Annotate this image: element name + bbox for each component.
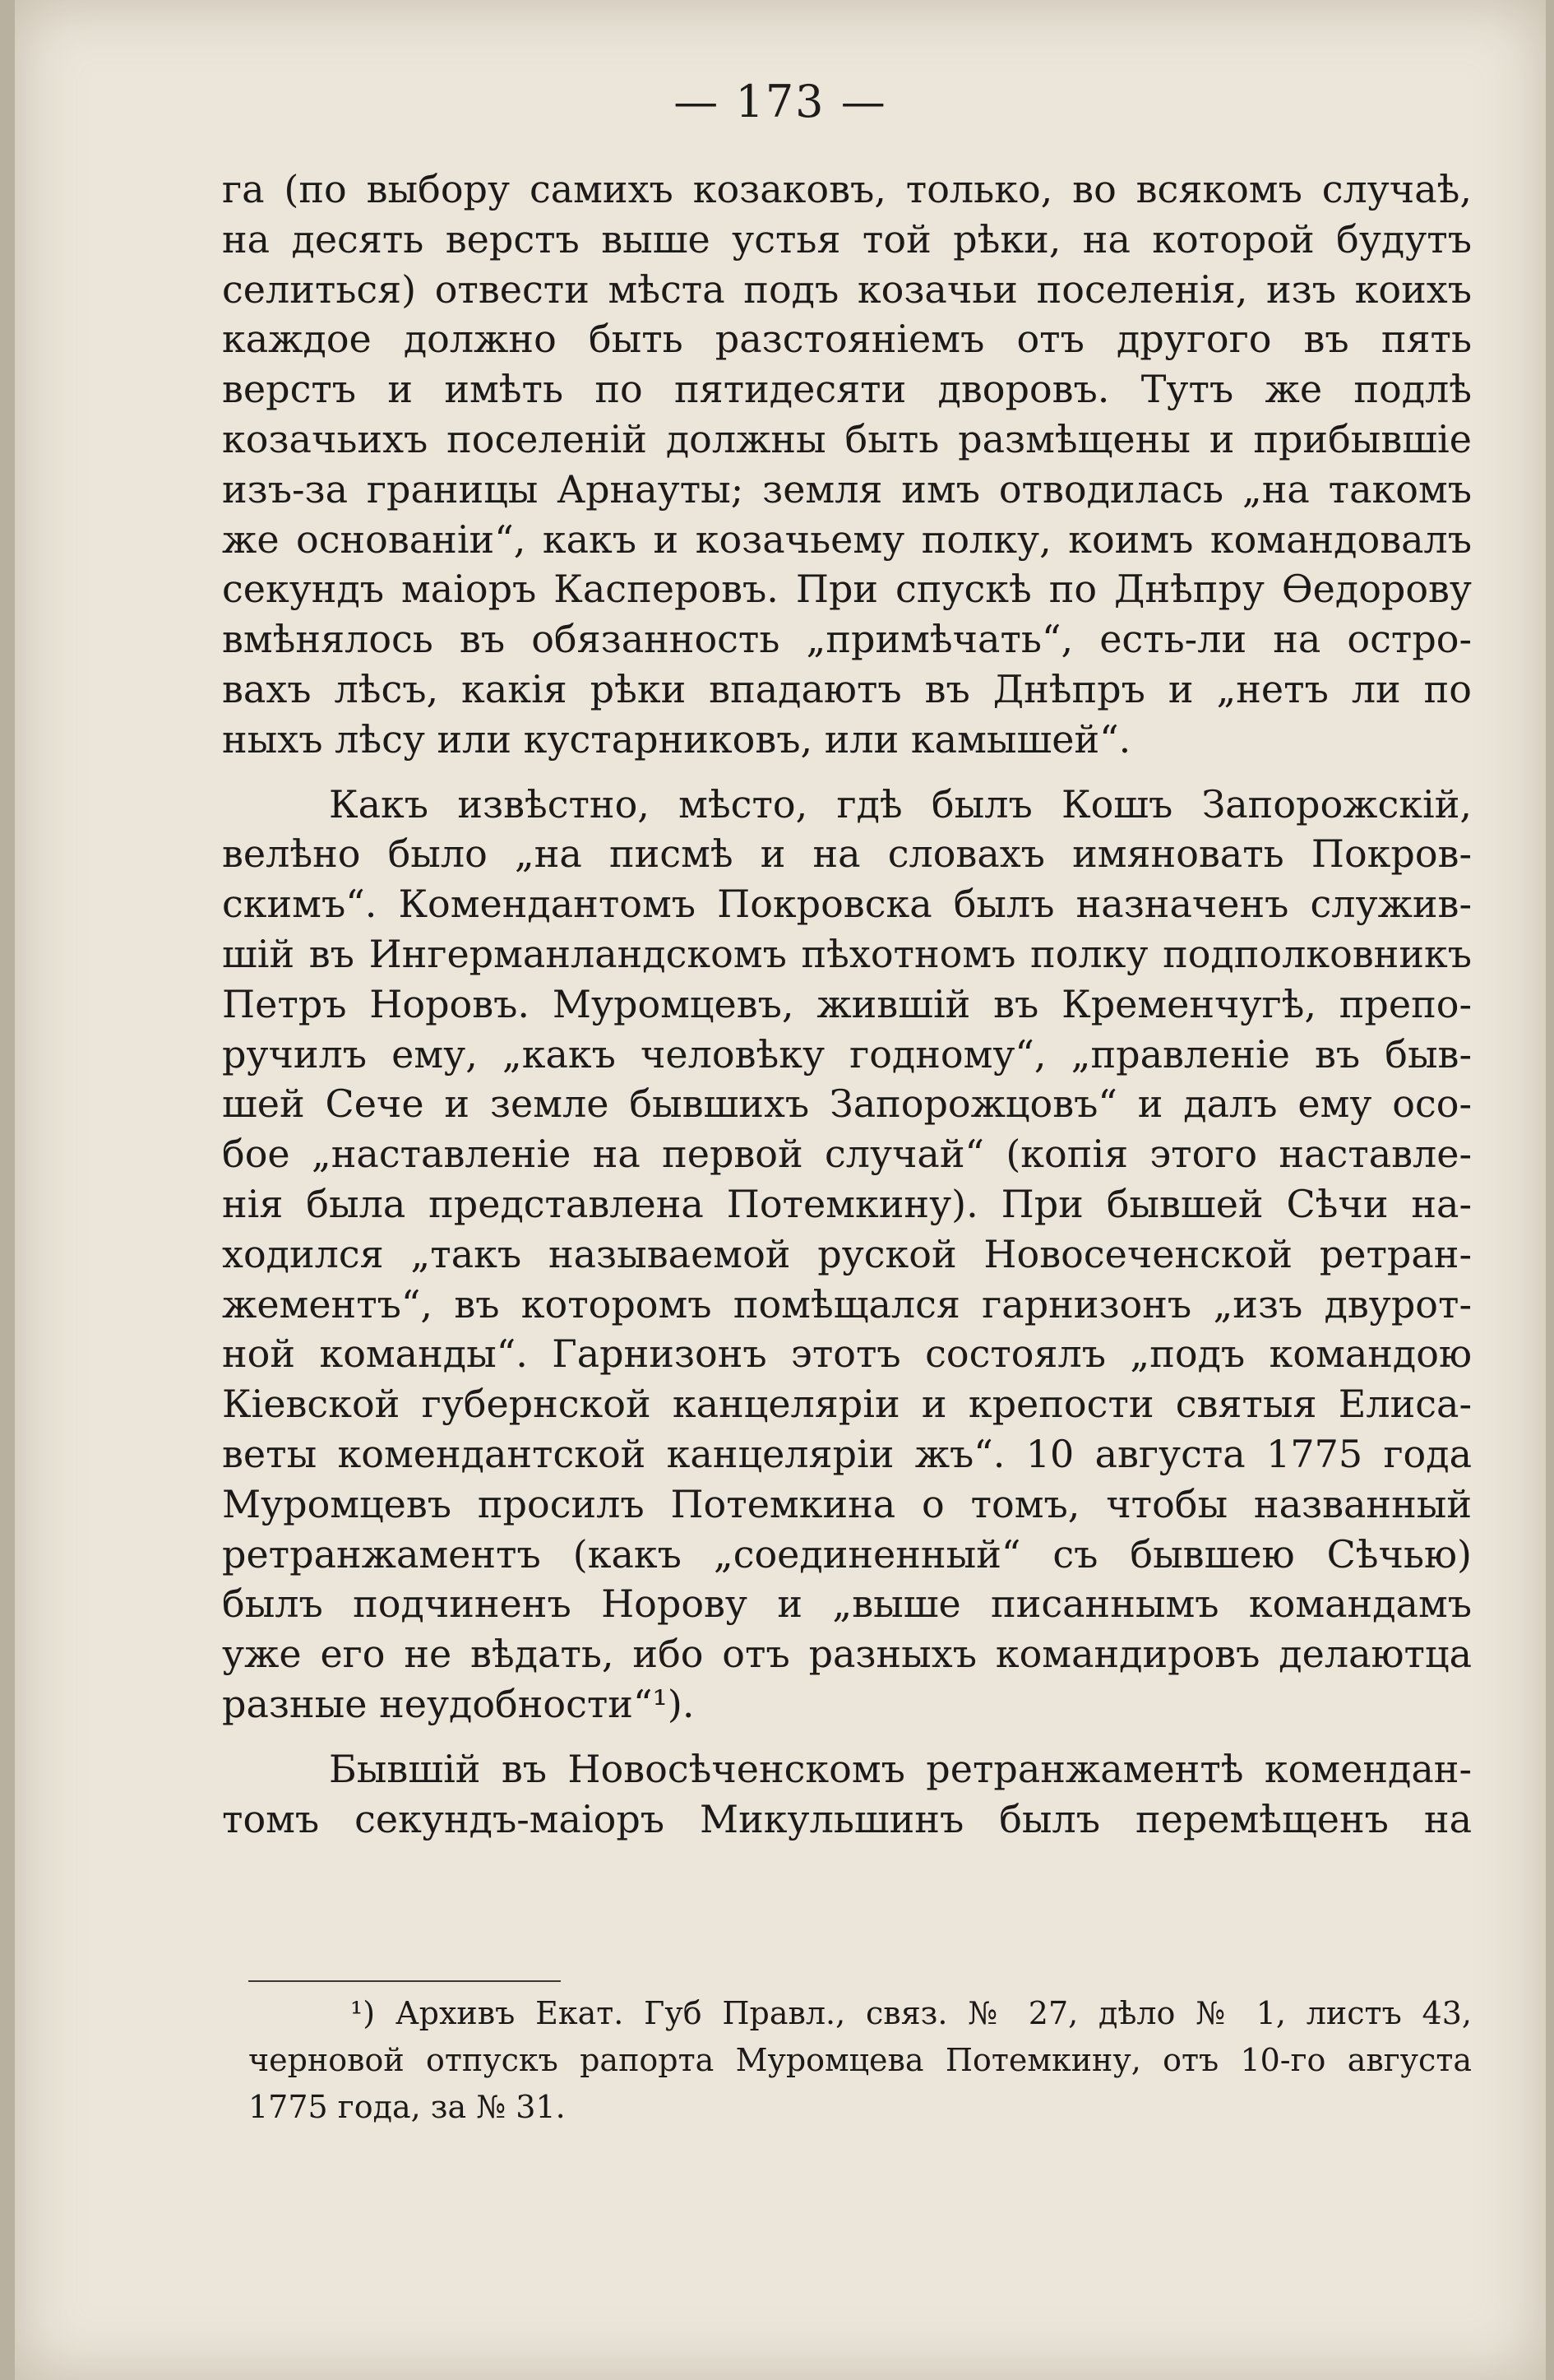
text-line: Петръ Норовъ. Муромцевъ, жившій въ Кременчугѣ, препо- xyxy=(222,981,1472,1026)
page-number: — 173 — xyxy=(673,76,887,127)
text-line: на десять верстъ выше устья той рѣки, на которой будутъ xyxy=(222,216,1472,262)
footnote-line: 1775 года, за № 31. xyxy=(248,2089,566,2125)
text-line: селиться) отвести мѣста подъ козачьи поселенія, изъ коихъ xyxy=(222,266,1472,312)
paragraph-gap xyxy=(222,1729,1472,1744)
paragraph-gap xyxy=(222,765,1472,780)
text-line: ретранжаментъ (какъ „соединенный“ съ бывшею Сѣчью) xyxy=(222,1531,1472,1577)
text-line: шей Сече и земле бывшихъ Запорожцовъ“ и далъ ему осо- xyxy=(222,1081,1472,1127)
footnote xyxy=(248,1990,1472,2131)
book-page xyxy=(15,0,1546,2380)
text-line: Какъ извѣстно, мѣсто, гдѣ былъ Кошъ Запорожскій, xyxy=(329,781,1472,827)
text-line: ныхъ лѣсу или кустарниковъ, или камышей“. xyxy=(222,716,1131,762)
text-line: жементъ“, въ которомъ помѣщался гарнизонъ „изъ двурот- xyxy=(222,1281,1472,1327)
text-line: разные неудобности“¹). xyxy=(222,1681,695,1726)
paragraph-2 xyxy=(222,780,1472,1729)
paragraph-1 xyxy=(222,164,1472,765)
text-line: нія была представлена Потемкину). При бывшей Сѣчи на- xyxy=(222,1181,1472,1226)
text-line: Бывшій въ Новосѣченскомъ ретранжаментѣ комендан- xyxy=(329,1746,1472,1791)
text-line: Муромцевъ просилъ Потемкина о томъ, чтобы названный xyxy=(222,1481,1472,1526)
text-line: скимъ“. Комендантомъ Покровска былъ назначенъ служив- xyxy=(222,882,1472,927)
footnote-line: черновой отпускъ рапорта Муромцева Потемкину, отъ 10-го августа xyxy=(248,2042,1472,2078)
text-line: га (по выбору самихъ козаковъ, только, во всякомъ случаѣ, xyxy=(222,167,1472,211)
text-line: изъ-за границы Арнауты; земля имъ отводилась „на такомъ xyxy=(222,466,1472,512)
text-line: же основаніи“, какъ и козачьему полку, коимъ командовалъ xyxy=(222,516,1472,562)
text-line: каждое должно быть разстояніемъ отъ другого въ пять xyxy=(222,317,1472,362)
text-line: уже его не вѣдать, ибо отъ разныхъ командировъ делаютца xyxy=(222,1632,1472,1677)
text-line: былъ подчиненъ Норову и „выше писаннымъ командамъ xyxy=(222,1581,1472,1627)
paragraph-3 xyxy=(222,1744,1472,1845)
main-text xyxy=(222,164,1472,1844)
text-line: вмѣнялось въ обязанность „примѣчать“, есть-ли на остро- xyxy=(222,617,1472,662)
text-line: шій въ Ингерманландскомъ пѣхотномъ полку подполковникъ xyxy=(222,931,1472,976)
text-line: козачьихъ поселеній должны быть размѣщены и прибывшіе xyxy=(222,416,1472,461)
text-line: ной команды“. Гарнизонъ этотъ состоялъ „подъ командою xyxy=(222,1331,1472,1377)
text-line: бое „наставленіе на первой случай“ (копія этого наставле- xyxy=(222,1132,1472,1177)
text-line: вахъ лѣсъ, какія рѣки впадаютъ въ Днѣпръ и „нетъ ли по xyxy=(222,666,1472,711)
text-line: ходился „такъ называемой руской Новосеченской ретран- xyxy=(222,1231,1472,1276)
footnote-line: ¹) Архивъ Екат. Губ Правл., связ. № 27, дѣло № 1, листъ 43, xyxy=(350,1995,1472,2031)
text-line: велѣно было „на писмѣ и на словахъ имяновать Покров- xyxy=(222,831,1472,877)
text-line: ручилъ ему, „какъ человѣку годному“, „правленіе въ быв- xyxy=(222,1031,1472,1077)
text-line: томъ секундъ-маіоръ Микульшинъ былъ перемѣщенъ на xyxy=(222,1796,1472,1841)
text-line: веты комендантской канцеляріи жъ“. 10 августа 1775 года xyxy=(222,1431,1472,1476)
text-line: секундъ маіоръ Касперовъ. При спускѣ по Днѣпру Ѳедорову xyxy=(222,567,1472,612)
text-line: Кіевской губернской канцеляріи и крепости святыя Елиса- xyxy=(222,1382,1472,1427)
footnote-divider xyxy=(248,1980,561,1982)
text-line: верстъ и имѣть по пятидесяти дворовъ. Тутъ же подлѣ xyxy=(222,367,1472,412)
